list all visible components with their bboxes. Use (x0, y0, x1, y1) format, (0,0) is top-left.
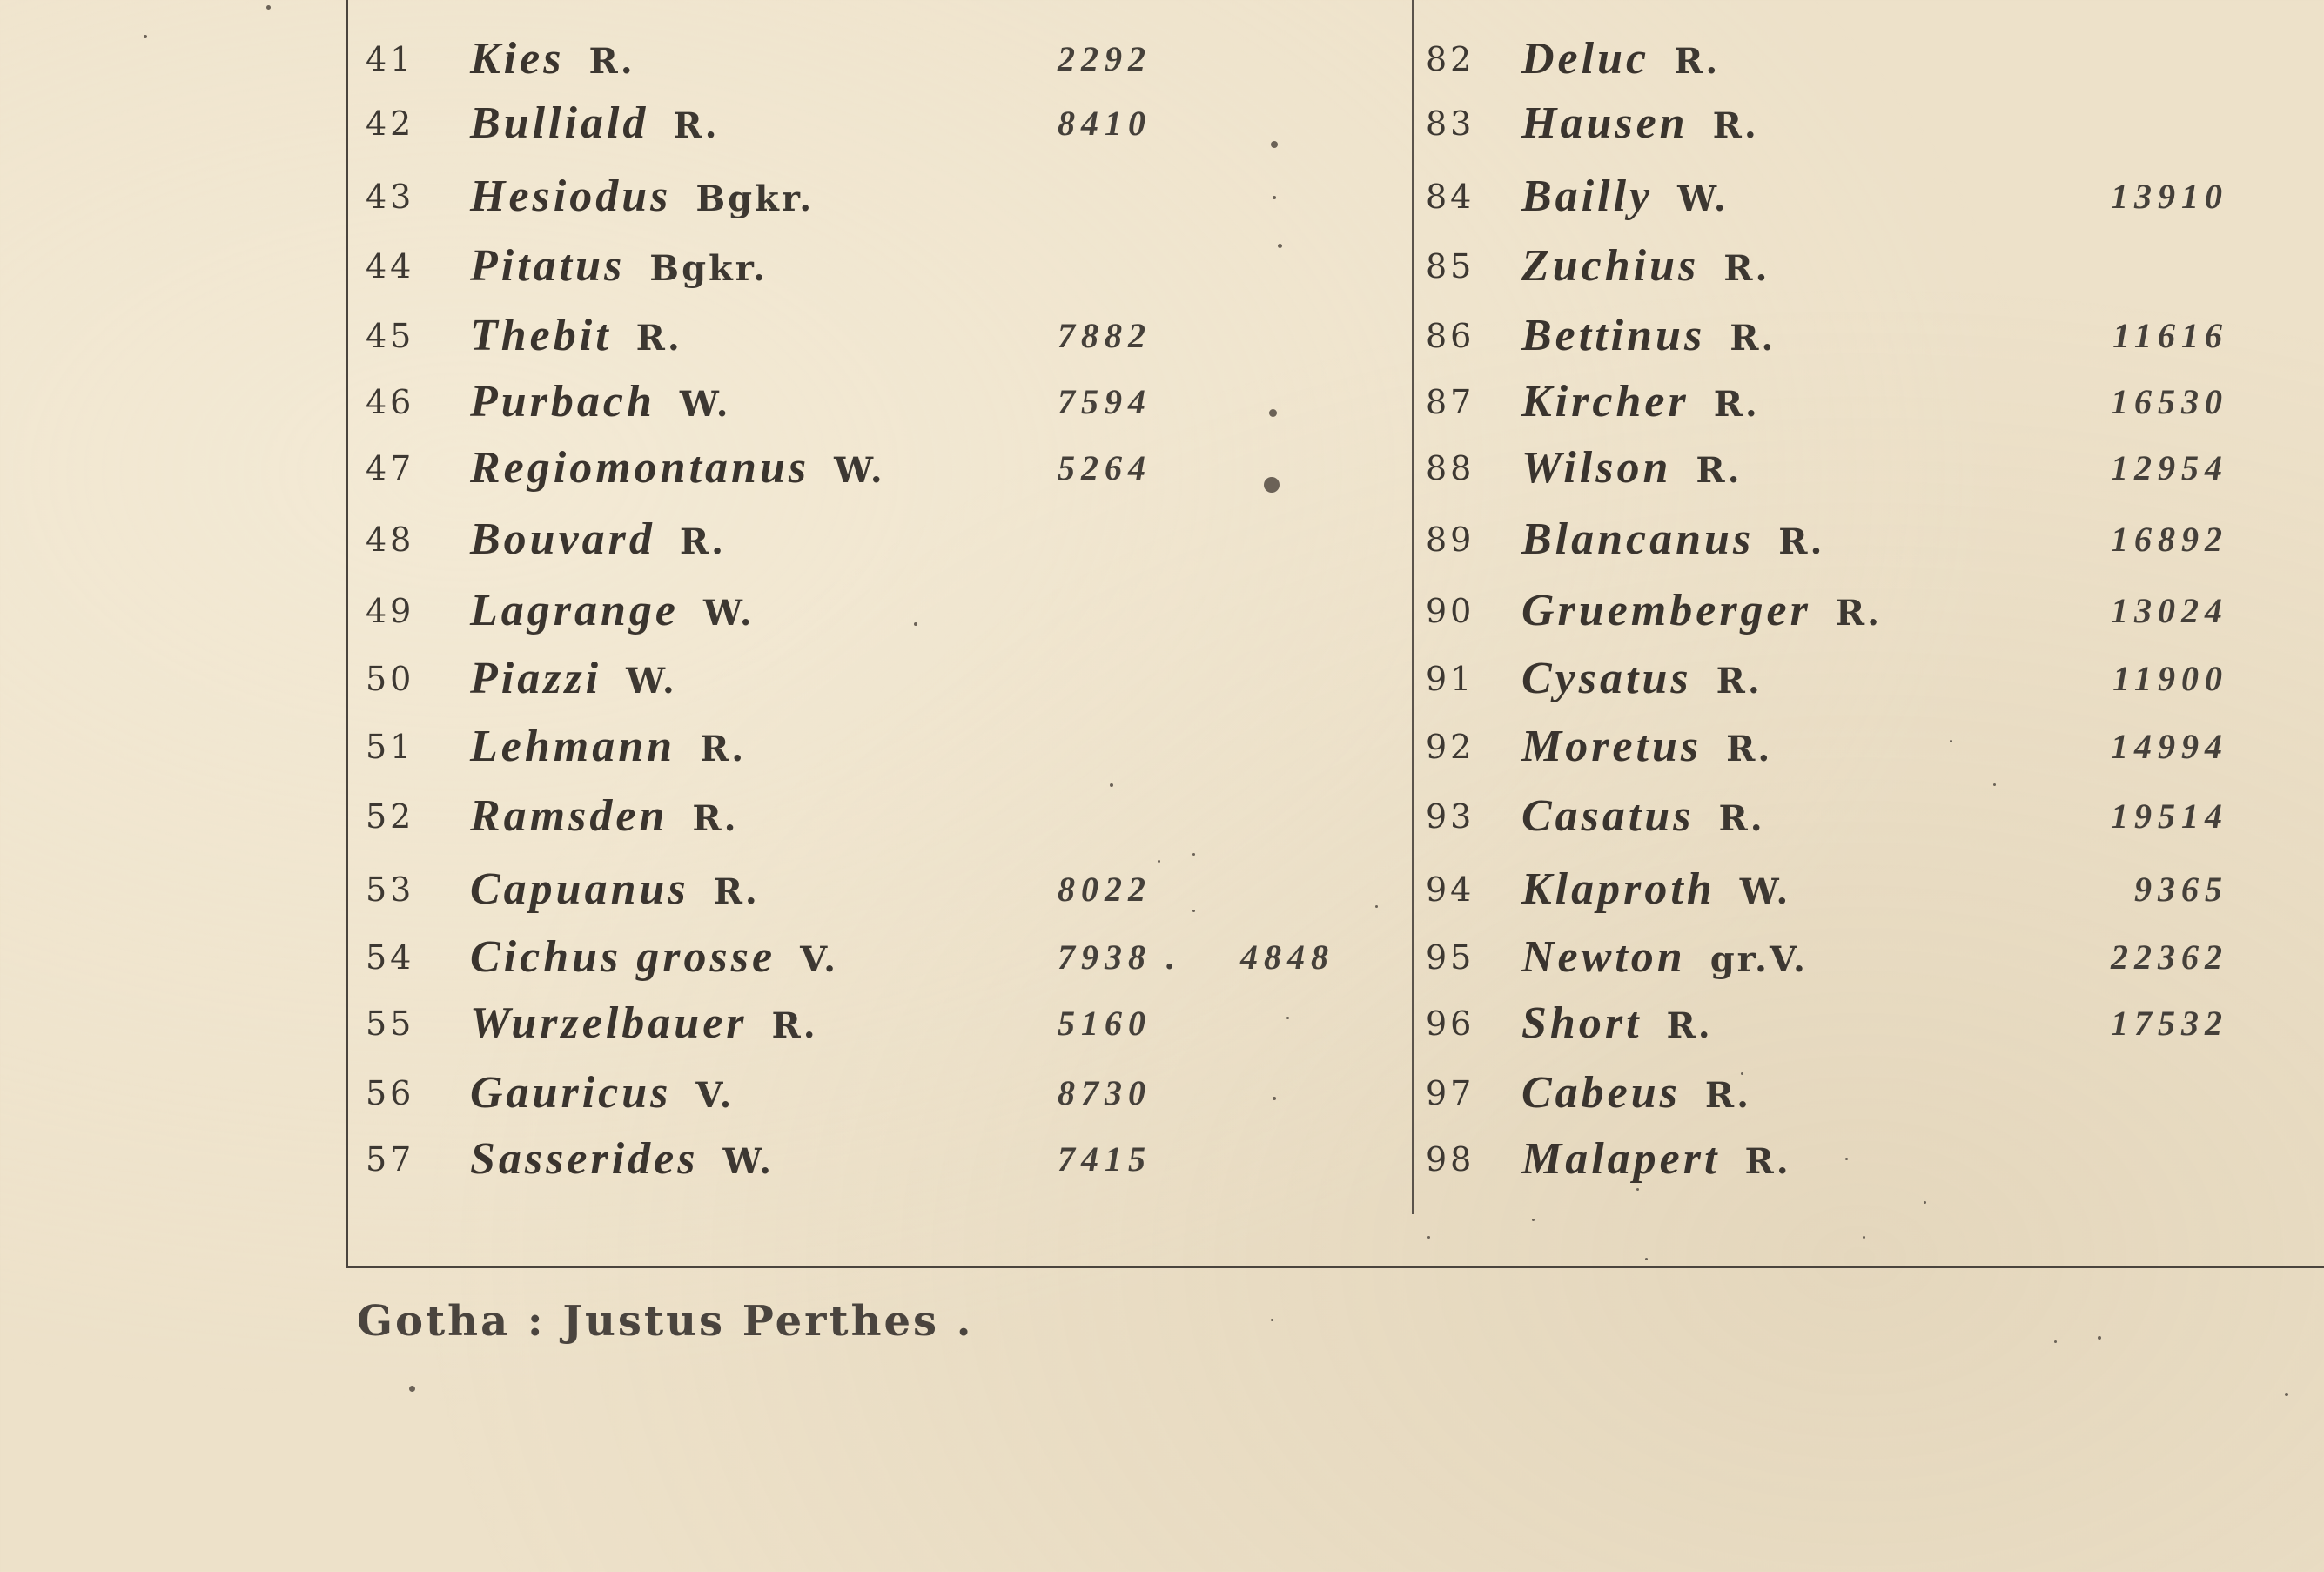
entry-number: 96 (1426, 1004, 1475, 1043)
surveyor-initial: gr.V. (1709, 939, 1808, 980)
crater-value: 2292 (1058, 39, 1152, 78)
entry-number: 94 (1426, 870, 1475, 909)
crater-name: Lagrange W. (470, 586, 755, 635)
surveyor-initial: R. (1835, 593, 1883, 634)
paper-speck (1741, 1072, 1743, 1075)
paper-speck (1993, 783, 1996, 786)
surveyor-initial: R. (679, 521, 727, 562)
crater-name: Bulliald R. (470, 98, 720, 148)
crater-value: 13910 (2111, 177, 2228, 216)
paper-speck (1645, 1258, 1648, 1260)
list-item (0, 1067, 2324, 1119)
crater-name: Deluc R. (1521, 34, 1721, 84)
paper-speck (1863, 1236, 1865, 1239)
paper-speck (1375, 905, 1378, 908)
paper-speck (914, 622, 917, 626)
crater-value-secondary: 4848 (1240, 937, 1334, 977)
entry-number: 92 (1426, 728, 1475, 766)
surveyor-initial: Bgkr. (649, 248, 769, 289)
crater-value: 11900 (2112, 659, 2228, 698)
list-item (0, 653, 2324, 705)
publisher-imprint: Gotha : Justus Perthes . (357, 1297, 974, 1346)
surveyor-initial: W. (722, 1141, 775, 1182)
crater-value: 7938 . (1058, 937, 1181, 977)
crater-name: Piazzi W. (470, 654, 677, 703)
crater-value: 19514 (2111, 796, 2228, 836)
crater-name: Casatus R. (1521, 791, 1765, 841)
list-item (0, 310, 2324, 362)
list-item (0, 376, 2324, 428)
crater-value: 8410 (1058, 104, 1152, 143)
crater-value: 7882 (1058, 316, 1152, 355)
crater-name: Zuchius R. (1521, 241, 1770, 291)
surveyor-initial: R. (1713, 384, 1760, 425)
surveyor-initial: W. (679, 384, 731, 425)
entry-number: 83 (1426, 104, 1475, 143)
crater-value: 8022 (1058, 870, 1152, 909)
entry-number: 55 (366, 1004, 415, 1043)
paper-speck (1636, 1188, 1639, 1191)
entry-number: 57 (366, 1140, 415, 1179)
crater-name: Sasserides W. (470, 1134, 775, 1184)
crater-value: 14994 (2111, 727, 2228, 766)
entry-number: 86 (1426, 317, 1475, 355)
crater-value: 7594 (1058, 382, 1152, 421)
crater-value: 16530 (2111, 382, 2228, 421)
entry-number: 88 (1426, 449, 1475, 487)
crater-name: Kies R. (470, 34, 635, 84)
surveyor-initial: R. (1718, 798, 1765, 839)
surveyor-initial: W. (1677, 178, 1729, 219)
surveyor-initial: R. (1730, 318, 1777, 359)
paper-speck (1271, 141, 1278, 148)
surveyor-initial: R. (1674, 41, 1721, 82)
crater-value: 11616 (2112, 316, 2228, 355)
list-item (0, 240, 2324, 292)
surveyor-initial: R. (1726, 729, 1773, 769)
list-item (0, 442, 2324, 494)
entry-number: 53 (366, 870, 415, 909)
crater-name: Thebit R. (470, 311, 682, 360)
entry-number: 46 (366, 383, 415, 421)
paper-speck (1950, 740, 1952, 742)
crater-name: Lehmann R. (470, 722, 747, 771)
surveyor-initial: W. (703, 593, 755, 634)
crater-name: Cysatus R. (1521, 654, 1763, 703)
paper-speck (1532, 1219, 1535, 1221)
surveyor-initial: R. (700, 729, 747, 769)
crater-name: Wurzelbauer R. (470, 998, 818, 1048)
crater-name: Capuanus R. (470, 864, 760, 914)
entry-number: 47 (366, 449, 415, 487)
entry-number: 51 (366, 728, 415, 766)
surveyor-initial: V. (695, 1075, 735, 1116)
crater-name: Hausen R. (1521, 98, 1759, 148)
list-item (0, 171, 2324, 223)
surveyor-initial: R. (1744, 1141, 1791, 1182)
entry-number: 97 (1426, 1074, 1475, 1112)
crater-name: Gauricus V. (470, 1068, 735, 1118)
entry-number: 48 (366, 521, 415, 559)
paper-speck (144, 35, 147, 38)
paper-speck (1264, 477, 1280, 493)
list-item (0, 33, 2324, 85)
entry-number: 52 (366, 797, 415, 836)
crater-value: 17532 (2111, 1004, 2228, 1043)
entry-number: 90 (1426, 592, 1475, 630)
entry-number: 43 (366, 178, 415, 216)
crater-value: 22362 (2111, 937, 2228, 977)
surveyor-initial: R. (713, 871, 760, 912)
crater-name: Klaproth W. (1521, 864, 1791, 914)
paper-speck (1192, 853, 1195, 856)
crater-value: 7415 (1058, 1139, 1152, 1179)
paper-speck (1271, 1319, 1273, 1321)
list-item (0, 998, 2324, 1050)
list-item (0, 790, 2324, 843)
surveyor-initial: R. (1778, 521, 1825, 562)
entry-number: 87 (1426, 383, 1475, 421)
paper-speck (1286, 1017, 1289, 1019)
surveyor-initial: R. (1666, 1005, 1713, 1046)
entry-number: 49 (366, 592, 415, 630)
entry-number: 42 (366, 104, 415, 143)
crater-name: Cabeus R. (1521, 1068, 1752, 1118)
entry-number: 93 (1426, 797, 1475, 836)
entry-number: 50 (366, 660, 415, 698)
list-item (0, 863, 2324, 916)
entry-number: 41 (366, 40, 415, 78)
paper-speck (2285, 1393, 2288, 1396)
paper-speck (1924, 1201, 1926, 1204)
entry-number: 89 (1426, 521, 1475, 559)
surveyor-initial: W. (626, 661, 677, 702)
entry-number: 54 (366, 938, 415, 977)
surveyor-initial: R. (673, 105, 720, 146)
surveyor-initial: R. (771, 1005, 818, 1046)
crater-name: Cichus grosse V. (470, 932, 839, 982)
surveyor-initial: R. (1704, 1075, 1752, 1116)
crater-name: Ramsden R. (470, 791, 739, 841)
surveyor-initial: R. (1696, 450, 1743, 491)
crater-name: Kircher R. (1521, 377, 1760, 427)
surveyor-initial: Bgkr. (695, 178, 815, 219)
surveyor-initial: R. (588, 41, 635, 82)
crater-value: 8730 (1058, 1073, 1152, 1112)
entry-number: 95 (1426, 938, 1475, 977)
list-item (0, 97, 2324, 150)
crater-name: Gruemberger R. (1521, 586, 1883, 635)
paper-speck (1273, 196, 1276, 199)
surveyor-initial: R. (692, 798, 739, 839)
table-frame-bottom-border (346, 1266, 2324, 1268)
entry-number: 82 (1426, 40, 1475, 78)
list-item (0, 931, 2324, 984)
crater-name: Regiomontanus W. (470, 443, 885, 493)
paper-speck (1269, 409, 1277, 417)
crater-value: 13024 (2111, 591, 2228, 630)
paper-speck (2098, 1336, 2101, 1340)
entry-number: 56 (366, 1074, 415, 1112)
surveyor-initial: R. (1723, 248, 1770, 289)
crater-value: 9365 (2134, 870, 2228, 909)
paper-speck (266, 5, 271, 10)
paper-speck (1278, 244, 1282, 248)
crater-name: Blancanus R. (1521, 514, 1825, 564)
entry-number: 91 (1426, 660, 1475, 698)
crater-name: Malapert R. (1521, 1134, 1791, 1184)
paper-speck (1158, 860, 1160, 863)
surveyor-initial: W. (1739, 871, 1791, 912)
crater-name: Bettinus R. (1521, 311, 1777, 360)
crater-value: 16892 (2111, 520, 2228, 559)
list-item (0, 514, 2324, 566)
paper-speck (2054, 1340, 2057, 1343)
paper-speck (409, 1386, 415, 1392)
crater-name: Moretus R. (1521, 722, 1773, 771)
paper-speck (1110, 783, 1113, 787)
list-item (0, 721, 2324, 773)
surveyor-initial: R. (1712, 105, 1759, 146)
crater-name: Bouvard R. (470, 514, 727, 564)
surveyor-initial: W. (834, 450, 885, 491)
paper-speck (1845, 1158, 1848, 1160)
paper-speck (1273, 1097, 1276, 1100)
crater-name: Pitatus Bgkr. (470, 241, 769, 291)
entry-number: 84 (1426, 178, 1475, 216)
entry-number: 45 (366, 317, 415, 355)
paper-speck (1427, 1236, 1430, 1239)
crater-value: 12954 (2111, 448, 2228, 487)
list-item (0, 1133, 2324, 1186)
crater-name: Newton gr.V. (1521, 932, 1808, 982)
crater-value: 5160 (1058, 1004, 1152, 1043)
crater-name: Purbach W. (470, 377, 731, 427)
crater-name: Wilson R. (1521, 443, 1743, 493)
crater-value: 5264 (1058, 448, 1152, 487)
entry-number: 44 (366, 247, 415, 286)
entry-number: 98 (1426, 1140, 1475, 1179)
surveyor-initial: V. (800, 939, 839, 980)
surveyor-initial: R. (635, 318, 682, 359)
crater-name: Short R. (1521, 998, 1713, 1048)
crater-name: Bailly W. (1521, 171, 1729, 221)
crater-name: Hesiodus Bgkr. (470, 171, 815, 221)
list-item (0, 585, 2324, 637)
surveyor-initial: R. (1716, 661, 1763, 702)
entry-number: 85 (1426, 247, 1475, 286)
paper-speck (1192, 910, 1195, 912)
